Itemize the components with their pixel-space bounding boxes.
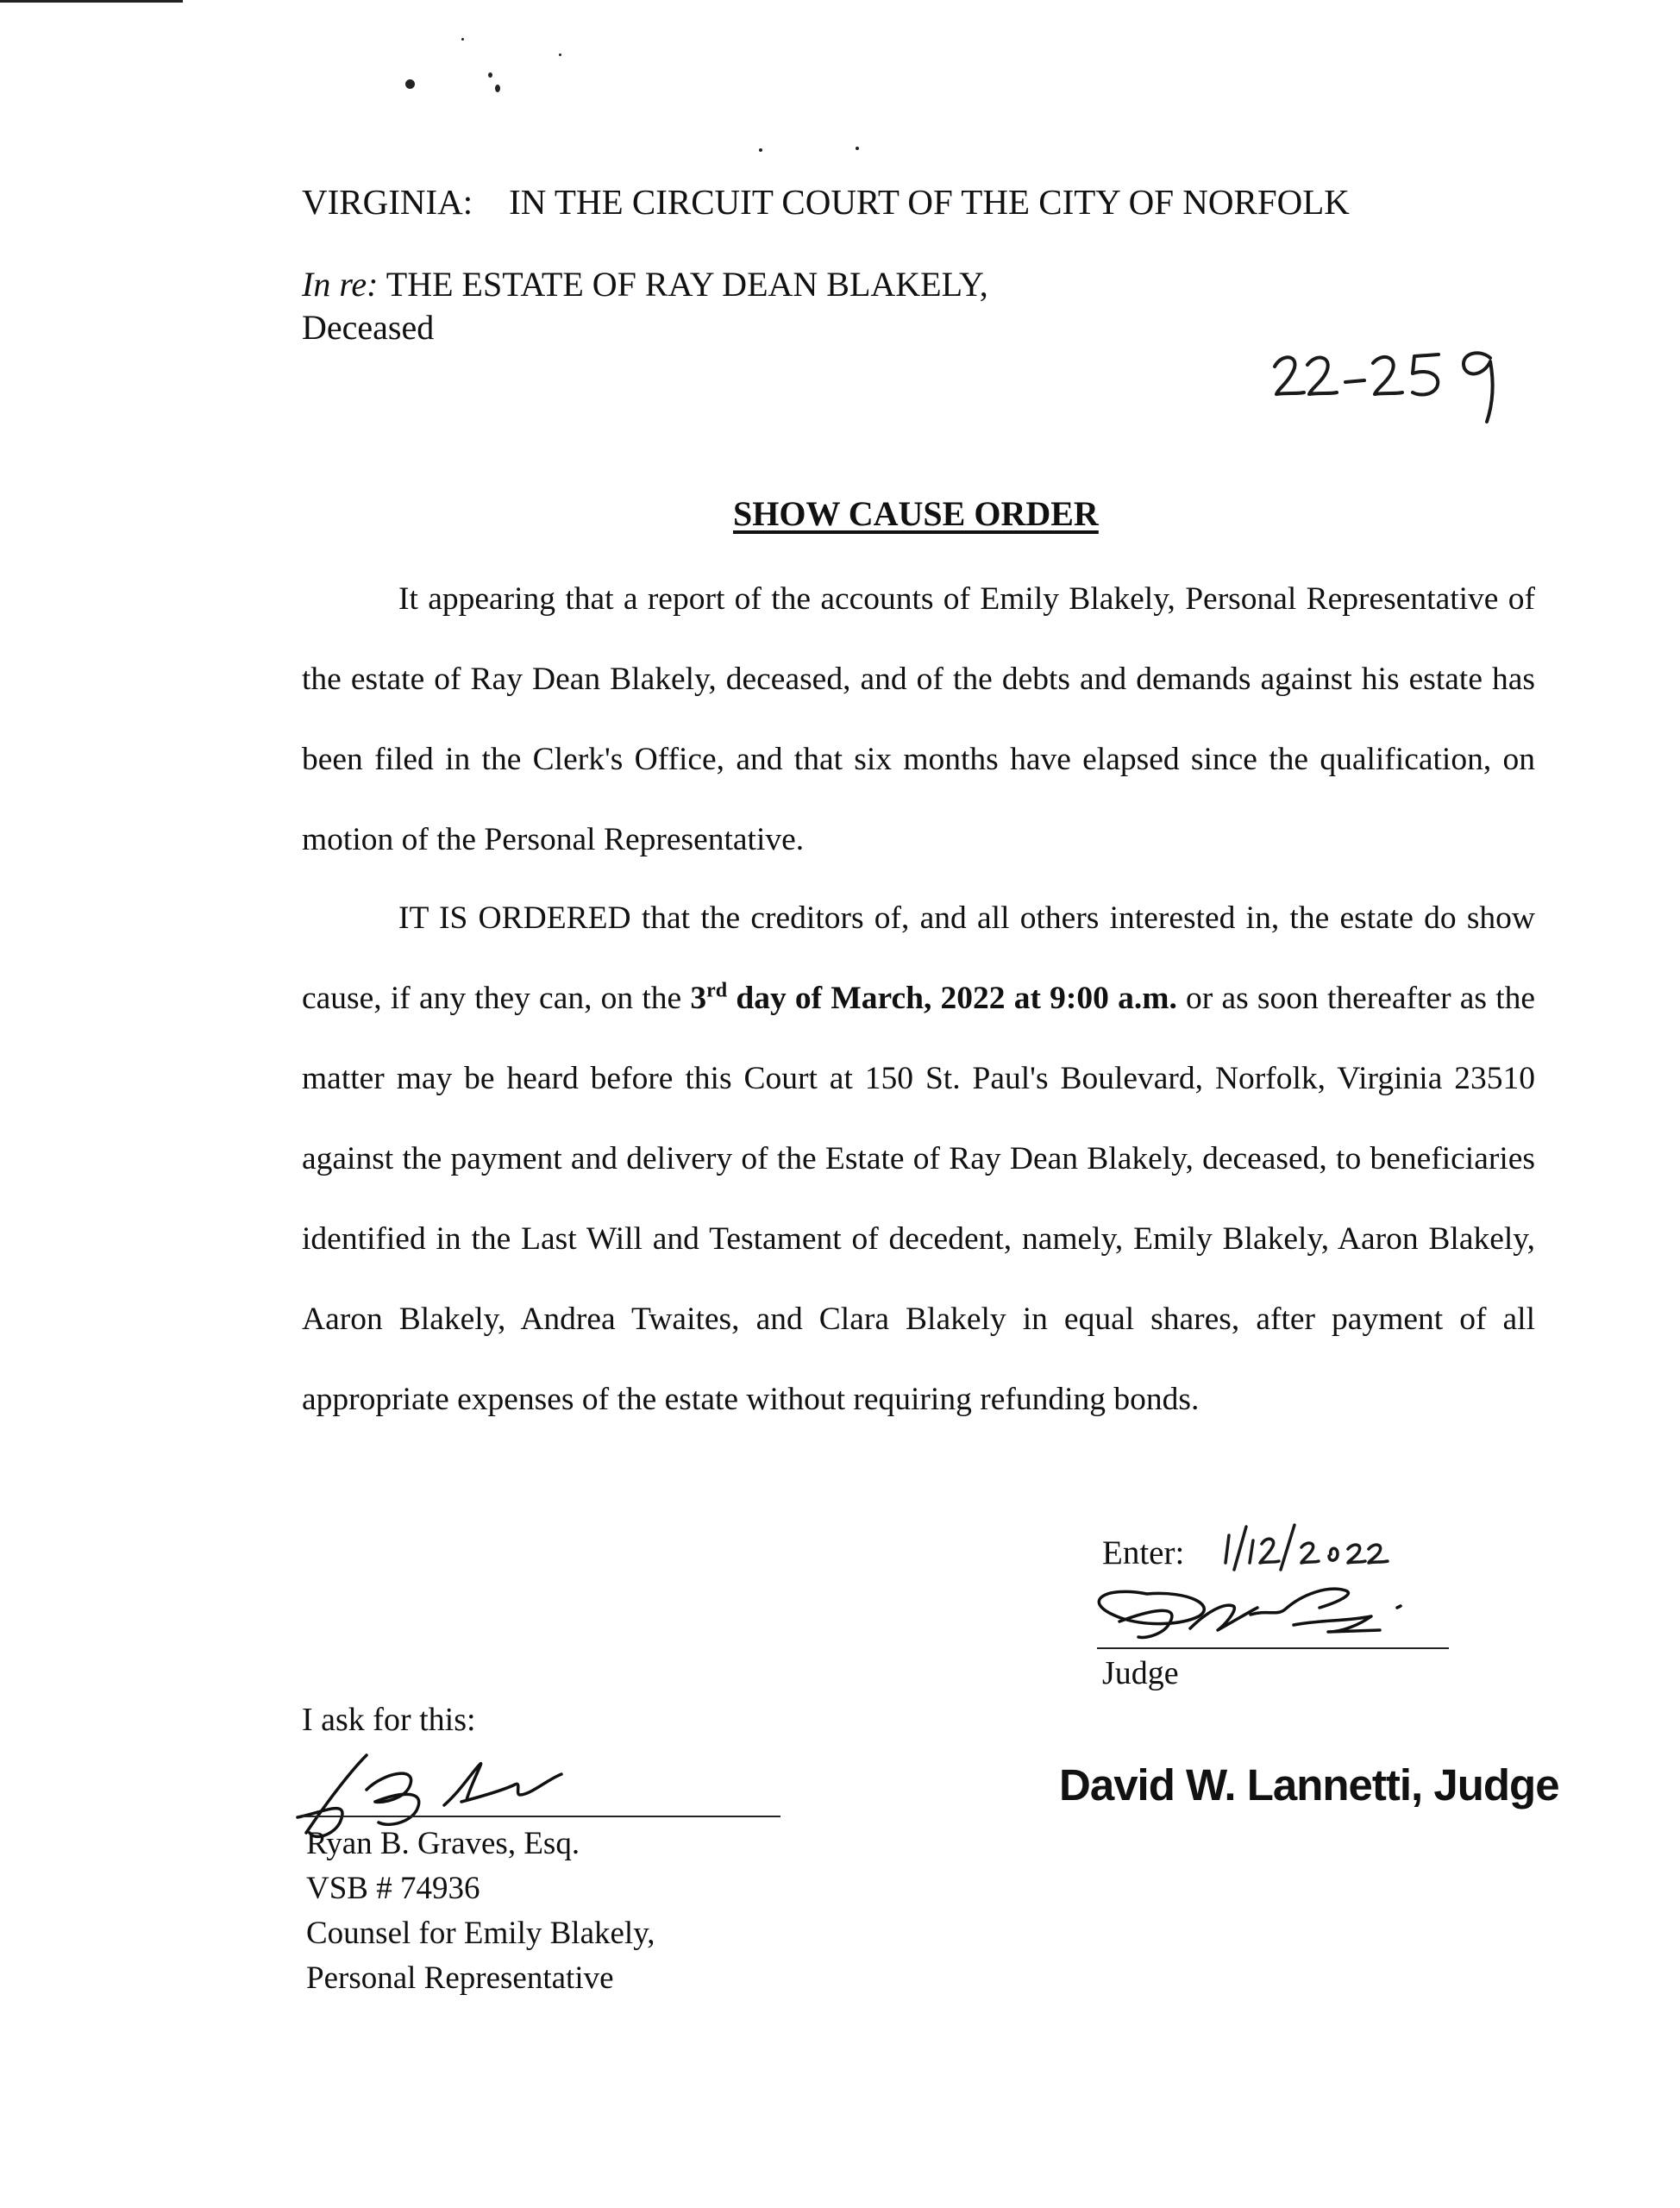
counsel-name: Ryan B. Graves, Esq. xyxy=(306,1826,580,1861)
scan-speck xyxy=(759,148,762,152)
scan-speck xyxy=(405,79,415,89)
order-paragraph xyxy=(302,878,1535,1440)
handwritten-case-number xyxy=(1268,332,1518,427)
order-intro: IT IS ORDERED that the creditors of, and all others interested in, the estate do show cause, if any they can, on the xyxy=(302,900,1535,1016)
scan-speck xyxy=(559,53,561,56)
in-re-prefix: In re: xyxy=(302,265,379,304)
ask-for-this-label: I ask for this: xyxy=(302,1702,476,1738)
case-caption xyxy=(302,181,1350,223)
counsel-block xyxy=(306,1822,655,2001)
estate-name: THE ESTATE OF RAY DEAN BLAKELY, xyxy=(386,265,988,304)
scan-speck xyxy=(495,85,500,92)
scan-speck xyxy=(856,147,859,150)
deceased-label: Deceased xyxy=(302,308,435,347)
counsel-role-line2: Personal Representative xyxy=(306,1960,614,1996)
counsel-role-line1: Counsel for Emily Blakely, xyxy=(306,1916,655,1951)
hearing-day-suffix: rd xyxy=(706,979,728,1002)
scan-speck xyxy=(488,72,492,78)
judge-label: Judge xyxy=(1102,1655,1179,1691)
judge-signature-line xyxy=(1097,1647,1449,1649)
hearing-date-time: day of March, 2022 at 9:00 a.m. xyxy=(736,981,1177,1016)
order-body: or as soon thereafter as the matter may be heard before this Court at 150 St. Paul's Boulevard, Norfolk, Virginia 23510 against the payment and delivery of the Estate of Ray Dean Blakely, deceased, to beneficiaries identified in the Last Will and Testament of decedent, namely, Emily Blakely, Aaron Blakely, Aaron Blakely, Andrea Twaites, and Clara Blakely in equal shares, after payment of all appropriate expenses of the estate without requiring refunding bonds. xyxy=(302,981,1536,1417)
scan-speck xyxy=(461,38,464,41)
judge-name-stamp: David W. Lannetti, Judge xyxy=(1059,1760,1559,1810)
page-top-rule xyxy=(0,0,183,3)
counsel-signature-line xyxy=(302,1816,780,1817)
court-name: IN THE CIRCUIT COURT OF THE CITY OF NORFOLK xyxy=(509,182,1350,222)
document-title: SHOW CAUSE ORDER xyxy=(733,494,1099,533)
in-re-block xyxy=(302,263,988,349)
counsel-vsb-number: VSB # 74936 xyxy=(306,1871,480,1906)
jurisdiction: VIRGINIA: xyxy=(302,182,473,222)
enter-label: Enter: xyxy=(1102,1534,1185,1571)
hearing-day: 3 xyxy=(690,981,707,1016)
recital-paragraph: It appearing that a report of the accounts of Emily Blakely, Personal Representative of the estate of Ray Dean Blakely, deceased, and of the debts and demands against his estate has been filed in the Clerk's Office, and that six months have elapsed since the qualification, on motion of the Personal Representative. xyxy=(302,581,1535,857)
